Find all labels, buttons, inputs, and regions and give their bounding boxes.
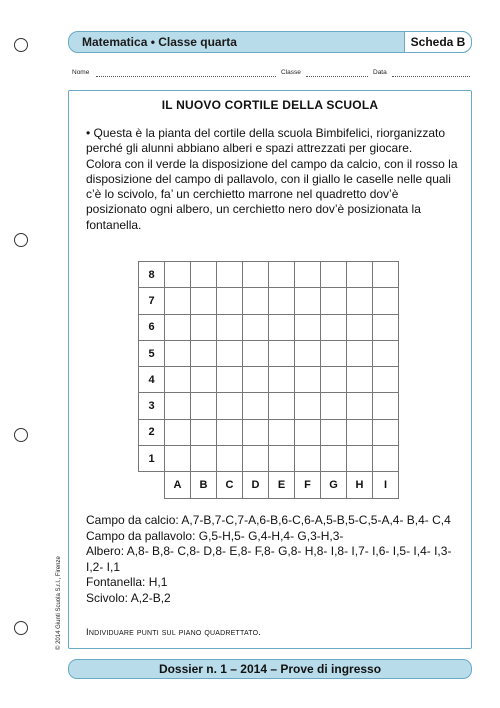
- answer-pallavolo: Campo da pallavolo: G,5-H,5- G,4-H,4- G,3-H,3-: [86, 528, 344, 543]
- grid-row: [139, 288, 399, 314]
- row-label: 6: [139, 314, 165, 340]
- binder-hole-4: [14, 621, 28, 635]
- grid-cell[interactable]: [191, 314, 217, 340]
- grid-cell[interactable]: [243, 446, 269, 472]
- row-label: 4: [139, 367, 165, 393]
- grid-cell[interactable]: [165, 340, 191, 366]
- binder-hole-2: [14, 233, 28, 247]
- header-bar: [68, 31, 472, 53]
- grid-cell[interactable]: [243, 262, 269, 288]
- grid-cell[interactable]: [321, 340, 347, 366]
- grid-cell[interactable]: [165, 262, 191, 288]
- class-field[interactable]: [306, 76, 368, 77]
- grid-cell[interactable]: [321, 262, 347, 288]
- date-label: Data: [373, 69, 387, 76]
- column-label: H: [347, 472, 373, 498]
- column-label: C: [217, 472, 243, 498]
- exercise-title: IL NUOVO CORTILE DELLA SCUOLA: [161, 98, 379, 112]
- grid-cell[interactable]: [217, 367, 243, 393]
- grid-cell[interactable]: [295, 393, 321, 419]
- class-label: Classe: [281, 69, 301, 76]
- grid-cell[interactable]: [217, 262, 243, 288]
- grid-corner: [139, 472, 165, 498]
- grid-row: [139, 367, 399, 393]
- row-label: 1: [139, 446, 165, 472]
- courtyard-grid: [138, 261, 399, 499]
- grid-cell[interactable]: [321, 393, 347, 419]
- answer-key: [86, 513, 464, 607]
- grid-table: [138, 261, 399, 499]
- answer-scivolo: Scivolo: A,2-B,2: [86, 590, 171, 605]
- grid-cell[interactable]: [347, 314, 373, 340]
- grid-cell[interactable]: [321, 419, 347, 445]
- grid-cell[interactable]: [243, 367, 269, 393]
- grid-cell[interactable]: [217, 419, 243, 445]
- grid-cell[interactable]: [321, 446, 347, 472]
- grid-cell[interactable]: [347, 419, 373, 445]
- column-label: A: [165, 472, 191, 498]
- grid-cell[interactable]: [243, 419, 269, 445]
- column-label: G: [321, 472, 347, 498]
- subject-label: Matematica • Classe quarta: [82, 35, 237, 49]
- copyright-notice: © 2014 Giunti Scuola S.r.l., Firenze: [56, 556, 62, 650]
- grid-row: [139, 393, 399, 419]
- grid-cell[interactable]: [243, 340, 269, 366]
- binder-hole-1: [14, 38, 28, 52]
- grid-row: [139, 446, 399, 472]
- grid-cell[interactable]: [269, 367, 295, 393]
- grid-cell[interactable]: [373, 288, 399, 314]
- grid-cell[interactable]: [269, 419, 295, 445]
- grid-cell[interactable]: [295, 314, 321, 340]
- grid-row: [139, 419, 399, 445]
- grid-cell[interactable]: [269, 340, 295, 366]
- grid-cell[interactable]: [269, 446, 295, 472]
- answer-albero: Albero: A,8- B,8- C,8- D,8- E,8- F,8- G,8- H,8- I,8- I,7- I,6- I,5- I,4- I,3- I,2- I,1: [86, 544, 452, 574]
- grid-cell[interactable]: [165, 393, 191, 419]
- row-label: 8: [139, 262, 165, 288]
- column-label: D: [243, 472, 269, 498]
- grid-cell[interactable]: [373, 419, 399, 445]
- grid-cell[interactable]: [243, 288, 269, 314]
- grid-cell[interactable]: [269, 262, 295, 288]
- grid-cell[interactable]: [347, 340, 373, 366]
- column-label: I: [373, 472, 399, 498]
- grid-cell[interactable]: [191, 419, 217, 445]
- learning-objective: Individuare punti sul piano quadrettato.: [86, 627, 262, 638]
- grid-cell[interactable]: [165, 367, 191, 393]
- grid-cell[interactable]: [347, 393, 373, 419]
- grid-cell[interactable]: [347, 262, 373, 288]
- grid-cell[interactable]: [347, 288, 373, 314]
- grid-cell[interactable]: [295, 340, 321, 366]
- grid-cell[interactable]: [217, 446, 243, 472]
- row-label: 5: [139, 340, 165, 366]
- answer-calcio: Campo da calcio: A,7-B,7-C,7-A,6-B,6-C,6-A,5-B,5-C,5-A,4- B,4- C,4: [86, 513, 451, 527]
- grid-cell[interactable]: [191, 262, 217, 288]
- name-label: Nome: [72, 69, 90, 76]
- grid-cell[interactable]: [295, 262, 321, 288]
- student-info-row: [72, 69, 470, 81]
- grid-cell[interactable]: [191, 367, 217, 393]
- grid-cell[interactable]: [373, 262, 399, 288]
- instructions-paragraph: Colora con il verde la disposizione del campo da calcio, con il rosso la disposizione del campo di pallavolo, con il giallo le caselle nelle quali c’è lo scivolo, fa’ un cerchietto marrone nel quadretto dov’è posizionato ogni albero, un cerchietto nero dov’è posizionata la fontanella.: [86, 156, 458, 232]
- grid-row: [139, 262, 399, 288]
- binder-hole-3: [14, 428, 28, 442]
- grid-cell[interactable]: [191, 288, 217, 314]
- grid-cell[interactable]: [295, 446, 321, 472]
- row-label: 2: [139, 419, 165, 445]
- grid-row: [139, 340, 399, 366]
- exercise-instructions: [86, 126, 460, 233]
- footer-bar: Dossier n. 1 – 2014 – Prove di ingresso: [68, 659, 472, 679]
- date-field[interactable]: [392, 76, 470, 77]
- grid-cell[interactable]: [165, 288, 191, 314]
- column-label: F: [295, 472, 321, 498]
- exercise-card: [68, 90, 472, 649]
- row-label: 7: [139, 288, 165, 314]
- grid-cell[interactable]: [347, 367, 373, 393]
- grid-cell[interactable]: [191, 340, 217, 366]
- grid-cell[interactable]: [217, 340, 243, 366]
- grid-cell[interactable]: [217, 393, 243, 419]
- grid-cell[interactable]: [321, 367, 347, 393]
- grid-cell[interactable]: [165, 314, 191, 340]
- grid-cell[interactable]: [373, 446, 399, 472]
- column-labels-row: [139, 472, 399, 498]
- grid-cell[interactable]: [373, 393, 399, 419]
- grid-cell[interactable]: [295, 288, 321, 314]
- grid-cell[interactable]: [295, 419, 321, 445]
- grid-cell[interactable]: [295, 367, 321, 393]
- grid-cell[interactable]: [217, 288, 243, 314]
- grid-cell[interactable]: [347, 446, 373, 472]
- grid-cell[interactable]: [217, 314, 243, 340]
- grid-cell[interactable]: [191, 393, 217, 419]
- sheet-tab: Scheda B: [404, 31, 472, 53]
- grid-cell[interactable]: [373, 340, 399, 366]
- name-field[interactable]: [96, 76, 276, 77]
- answer-fontanella: Fontanella: H,1: [86, 575, 168, 590]
- row-label: 3: [139, 393, 165, 419]
- grid-cell[interactable]: [191, 446, 217, 472]
- grid-cell[interactable]: [321, 288, 347, 314]
- grid-cell[interactable]: [321, 314, 347, 340]
- grid-cell[interactable]: [243, 393, 269, 419]
- grid-cell[interactable]: [373, 314, 399, 340]
- grid-cell[interactable]: [269, 314, 295, 340]
- grid-cell[interactable]: [269, 393, 295, 419]
- grid-row: [139, 314, 399, 340]
- column-label: B: [191, 472, 217, 498]
- grid-cell[interactable]: [373, 367, 399, 393]
- grid-cell[interactable]: [165, 446, 191, 472]
- grid-cell[interactable]: [269, 288, 295, 314]
- column-label: E: [269, 472, 295, 498]
- grid-cell[interactable]: [243, 314, 269, 340]
- grid-cell[interactable]: [165, 419, 191, 445]
- intro-paragraph: • Questa è la pianta del cortile della scuola Bimbifelici, riorganizzato perché gli alunni abbiano alberi e spazi attrezzati per giocare.: [86, 126, 446, 156]
